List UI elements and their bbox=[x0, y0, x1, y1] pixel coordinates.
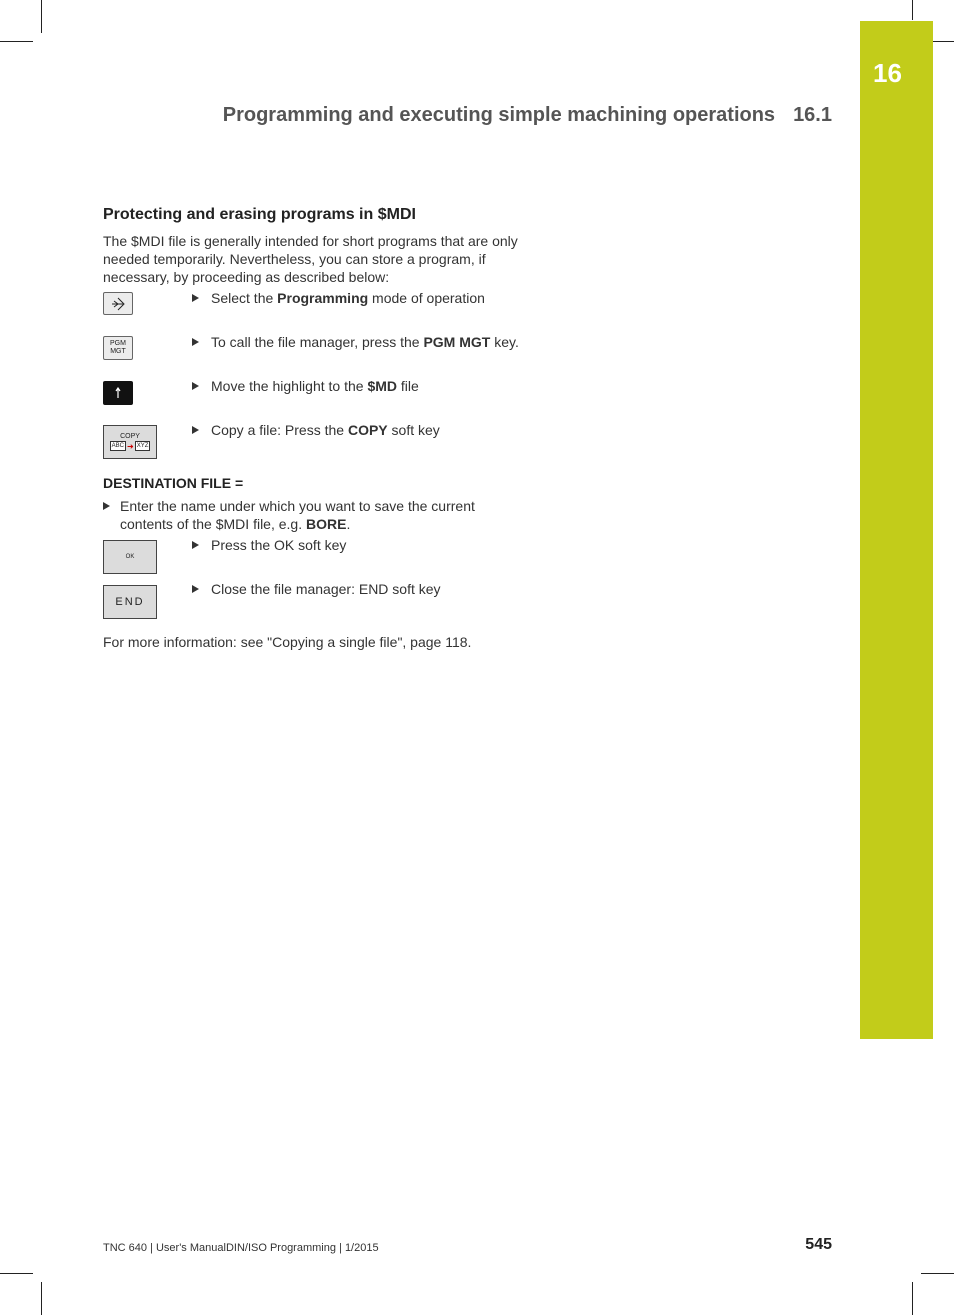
chapter-number: 16 bbox=[873, 58, 902, 88]
pgm-mgt-key: PGM MGT bbox=[103, 336, 133, 360]
crop-mark bbox=[921, 1273, 954, 1274]
section-title: Protecting and erasing programs in $MDI bbox=[103, 206, 416, 223]
bullet-arrow-icon bbox=[192, 294, 199, 302]
step-end: Close the file manager: END soft key bbox=[192, 581, 441, 597]
copy-arrow-icon: ➜ bbox=[126, 441, 134, 451]
programming-mode-icon bbox=[111, 297, 125, 311]
copy-softkey: COPY ABC ➜ XYZ bbox=[103, 425, 157, 459]
crop-mark bbox=[41, 0, 42, 33]
running-header bbox=[223, 104, 832, 127]
crop-mark bbox=[912, 1282, 913, 1315]
bullet-arrow-icon bbox=[192, 338, 199, 346]
footer-text: TNC 640 | User's ManualDIN/ISO Programming | 1/2015 bbox=[103, 1242, 379, 1254]
more-info-text: For more information: see "Copying a single file", page 118. bbox=[103, 634, 472, 650]
copy-source-doc: ABC bbox=[111, 443, 124, 449]
bullet-arrow-icon bbox=[103, 502, 110, 510]
ok-softkey: OK bbox=[103, 540, 157, 574]
destination-file-label: DESTINATION FILE = bbox=[103, 475, 244, 491]
programming-mode-key bbox=[103, 292, 133, 315]
header-title: Programming and executing simple machining operations bbox=[222, 104, 776, 126]
chapter-tab bbox=[860, 21, 933, 1039]
step-enter-name: Enter the name under which you want to save the current contents of the $MDI file, e.g. BORE. bbox=[103, 497, 543, 533]
arrow-up-key bbox=[103, 381, 133, 405]
bullet-arrow-icon bbox=[192, 585, 199, 593]
arrow-up-icon bbox=[114, 387, 122, 399]
crop-mark bbox=[912, 0, 913, 20]
page-number: 545 bbox=[805, 1236, 832, 1253]
bullet-arrow-icon bbox=[192, 426, 199, 434]
step-highlight: Move the highlight to the $MD file bbox=[192, 378, 419, 394]
copy-icon bbox=[110, 441, 151, 451]
header-section: 16.1 bbox=[793, 104, 832, 126]
crop-mark bbox=[0, 41, 33, 42]
copy-target-doc: XYZ bbox=[136, 443, 149, 449]
crop-mark bbox=[41, 1282, 42, 1315]
crop-mark bbox=[0, 1273, 33, 1274]
step-pgm-mgt: To call the file manager, press the PGM MGT key. bbox=[192, 334, 519, 350]
step-copy: Copy a file: Press the COPY soft key bbox=[192, 422, 440, 438]
bullet-arrow-icon bbox=[192, 541, 199, 549]
bullet-arrow-icon bbox=[192, 382, 199, 390]
intro-paragraph: The $MDI file is generally intended for short programs that are only needed temporarily. Nevertheless, you can store a program, if necessary, by proceeding as described below: bbox=[103, 233, 518, 285]
step-ok: Press the OK soft key bbox=[192, 537, 346, 553]
end-softkey: END bbox=[103, 585, 157, 619]
step-programming: Select the Programming mode of operation bbox=[192, 290, 485, 306]
